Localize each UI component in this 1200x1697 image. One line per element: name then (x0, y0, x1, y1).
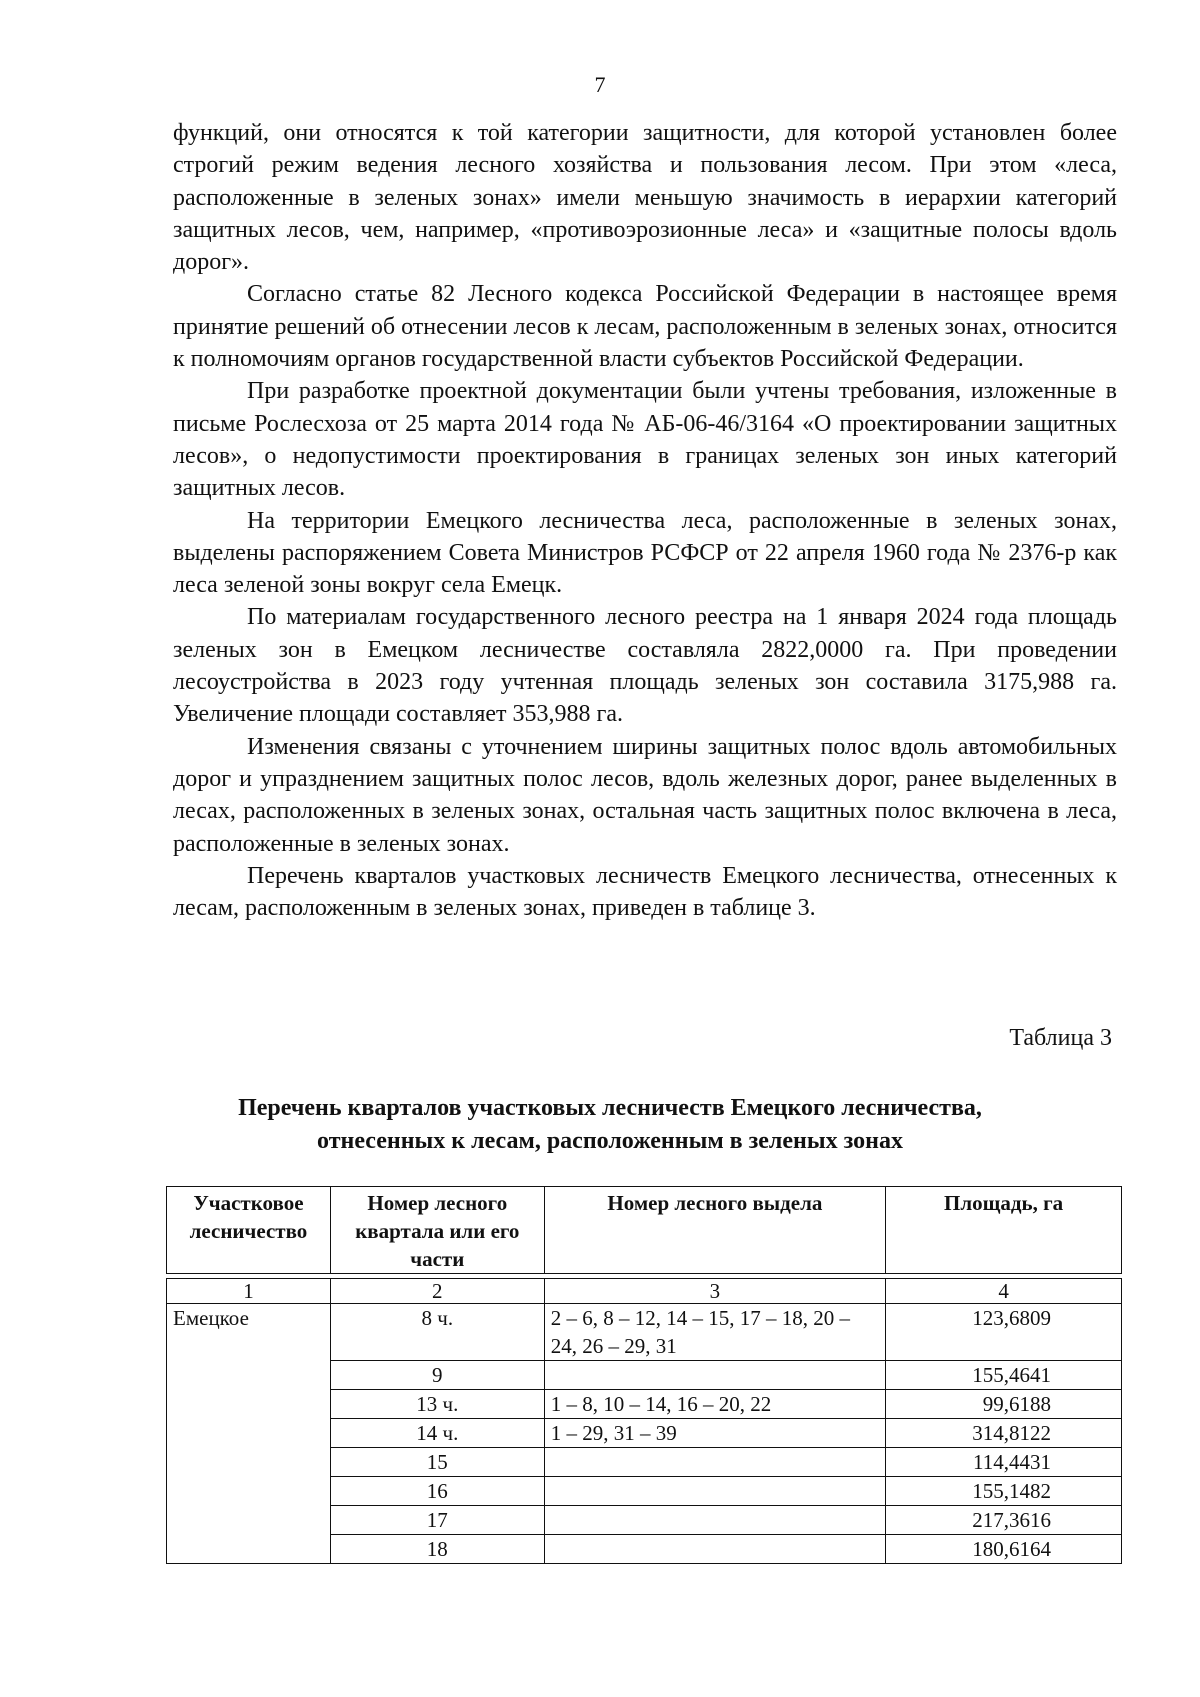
area-cell: 114,4431 (886, 1448, 1122, 1477)
quarter-cell: 13 ч. (330, 1390, 544, 1419)
plots-cell: 2 – 6, 8 – 12, 14 – 15, 17 – 18, 20 – 24, 26 – 29, 31 (544, 1304, 885, 1361)
header-forestry: Участковое лесничество (167, 1187, 331, 1274)
column-number: 1 (167, 1279, 331, 1304)
quarter-cell: 17 (330, 1506, 544, 1535)
paragraph: функций, они относятся к той категории защитности, для которой установлен более строгий режим ведения лесного хозяйства и пользования лесом. При этом «леса, расположенные в зеленых зонах» имели меньшую значимость в иерархии категорий защитных лесов, чем, например, «противоэрозионные леса» и «защитные полосы вдоль дорог». (173, 120, 1117, 276)
plots-cell: 1 – 29, 31 – 39 (544, 1419, 885, 1448)
plots-cell (544, 1477, 885, 1506)
table-title-line: отнесенных к лесам, расположенным в зеленых зонах (317, 1128, 903, 1154)
quarter-cell: 18 (330, 1535, 544, 1564)
plots-cell (544, 1535, 885, 1564)
area-cell: 180,6164 (886, 1535, 1122, 1564)
plots-cell (544, 1361, 885, 1390)
quarter-cell: 16 (330, 1477, 544, 1506)
plots-cell: 1 – 8, 10 – 14, 16 – 20, 22 (544, 1390, 885, 1419)
area-cell: 123,6809 (886, 1304, 1122, 1361)
column-number: 3 (544, 1279, 885, 1304)
quarter-cell: 14 ч. (330, 1419, 544, 1448)
forestry-cell: Емецкое (167, 1304, 331, 1564)
area-cell: 217,3616 (886, 1506, 1122, 1535)
area-cell: 314,8122 (886, 1419, 1122, 1448)
paragraph: Перечень кварталов участковых лесничеств Емецкого лесничества, отнесенных к лесам, расположенным в зеленых зонах, приведен в таблице 3. (173, 862, 1117, 922)
paragraph: На территории Емецкого лесничества леса, расположенные в зеленых зонах, выделены распоряжением Совета Министров РСФСР от 22 апреля 1960 года № 2376-р как леса зеленой зоны вокруг села Емецк. (173, 507, 1117, 599)
body-text (173, 117, 1117, 924)
paragraph: По материалам государственного лесного реестра на 1 января 2024 года площадь зеленых зон в Емецком лесничестве составляла 2822,0000 га. При проведении лесоустройства в 2023 году учтенная площадь зеленых зон составила 3175,988 га. Увеличение площади составляет 353,988 га. (173, 604, 1117, 728)
paragraph: Согласно статье 82 Лесного кодекса Российской Федерации в настоящее время принятие решений об отнесении лесов к лесам, расположенным в зеленых зонах, относится к полномочиям органов государственной власти субъектов Российской Федерации. (173, 281, 1117, 373)
header-quarter: Номер лесного квартала или его части (330, 1187, 544, 1274)
column-number: 2 (330, 1279, 544, 1304)
table-row (167, 1304, 1122, 1361)
paragraph: При разработке проектной документации были учтены требования, изложенные в письме Рослесхоза от 25 марта 2014 года № АБ-06-46/3164 «О проектировании защитных лесов», о недопустимости проектирования в границах зеленых зон иных категорий защитных лесов. (173, 378, 1117, 502)
table-label: Таблица 3 (1009, 1025, 1112, 1051)
quarter-cell: 15 (330, 1448, 544, 1477)
plots-cell (544, 1448, 885, 1477)
table-title (140, 1092, 1080, 1158)
column-number: 4 (886, 1279, 1122, 1304)
header-plots: Номер лесного выдела (544, 1187, 885, 1274)
table-title-line: Перечень кварталов участковых лесничеств Емецкого лесничества, (238, 1095, 982, 1121)
area-cell: 155,4641 (886, 1361, 1122, 1390)
header-area: Площадь, га (886, 1187, 1122, 1274)
paragraph: Изменения связаны с уточнением ширины защитных полос вдоль автомобильных дорог и упразднением защитных полос лесов, вдоль железных дорог, ранее выделенных в лесах, расположенных в зеленых зонах, остальная часть защитных полос включена в леса, расположенные в зеленых зонах. (173, 733, 1117, 857)
quarter-cell: 9 (330, 1361, 544, 1390)
green-zone-table (166, 1186, 1122, 1564)
quarter-cell: 8 ч. (330, 1304, 544, 1361)
area-cell: 155,1482 (886, 1477, 1122, 1506)
plots-cell (544, 1506, 885, 1535)
page-number: 7 (594, 72, 606, 97)
column-number-row (167, 1279, 1122, 1304)
table-header-row (167, 1187, 1122, 1274)
area-cell: 99,6188 (886, 1390, 1122, 1419)
